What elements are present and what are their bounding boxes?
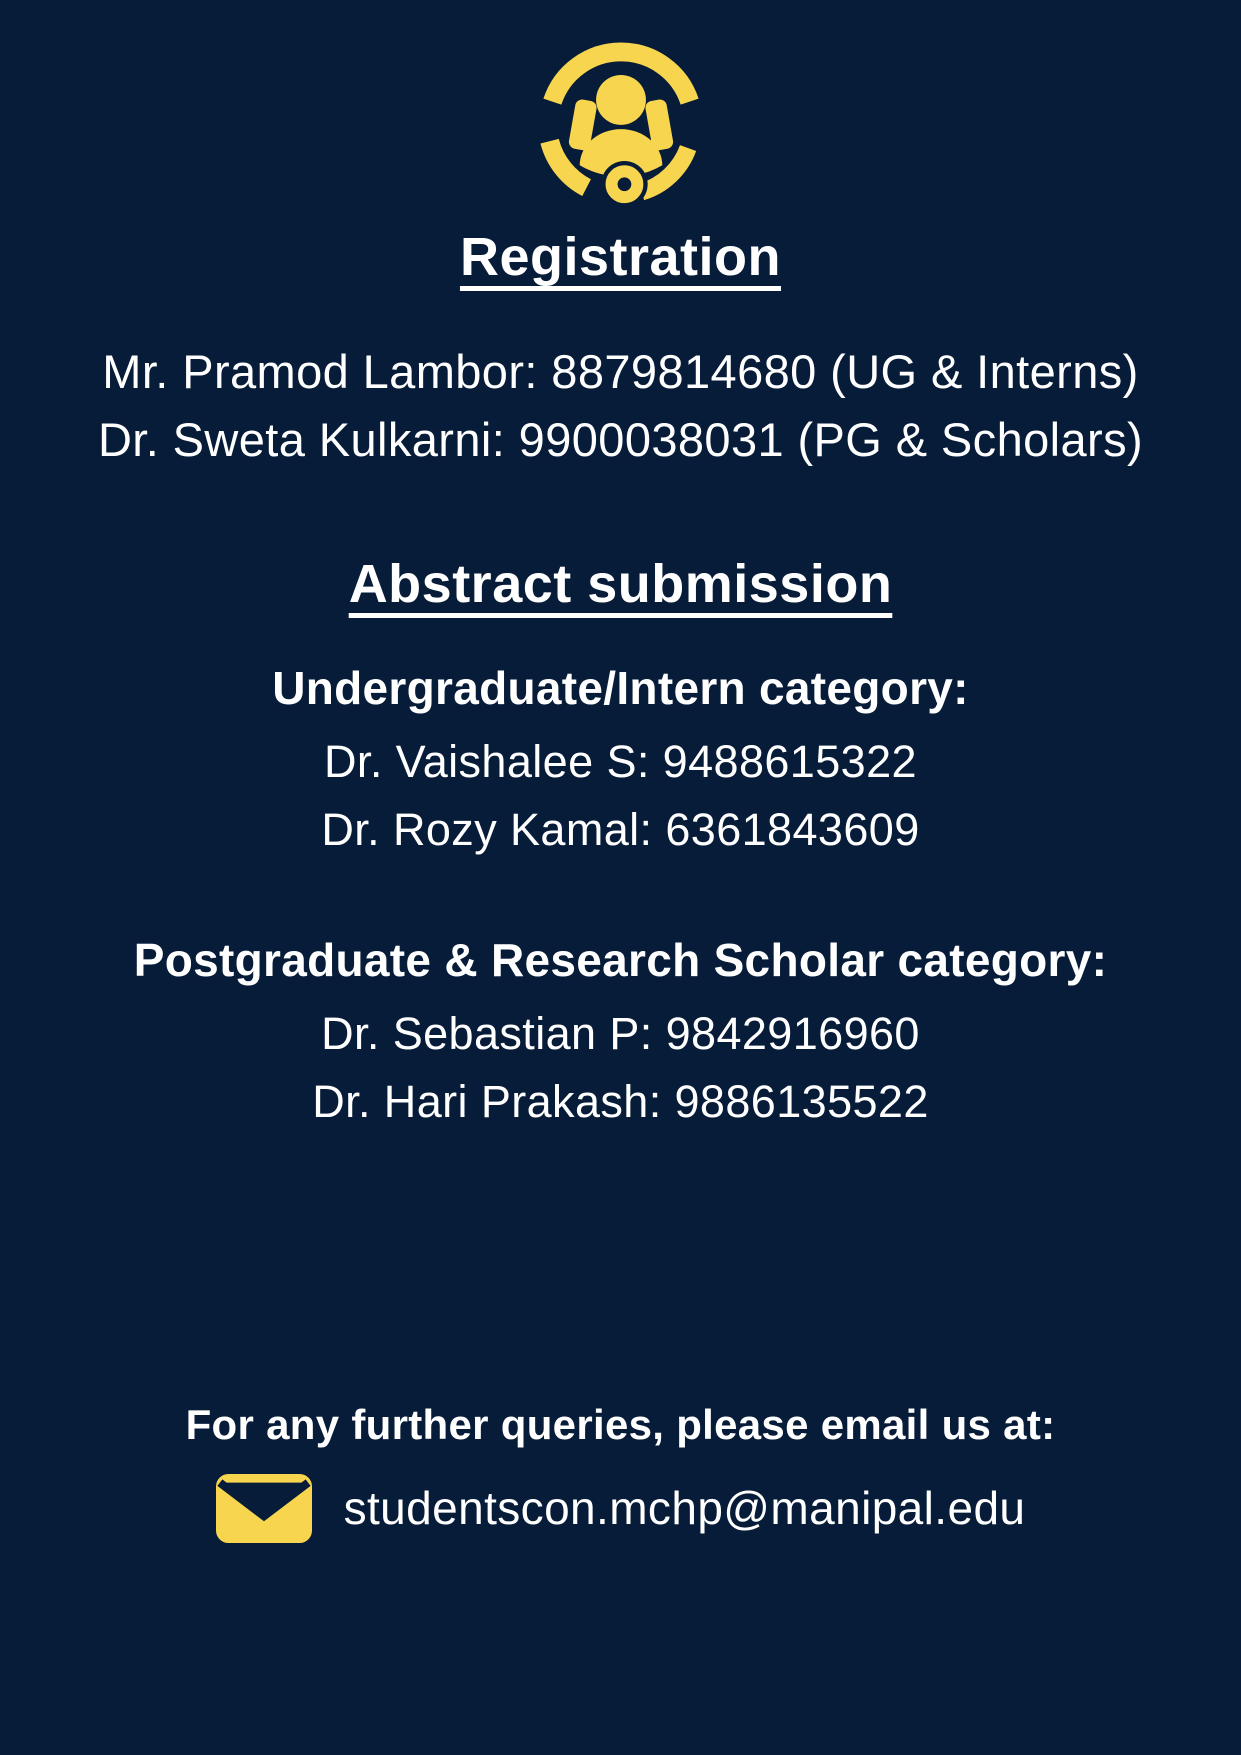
- email-row: [216, 1469, 1026, 1547]
- category-contact-line: Dr. Vaishalee S: 9488615322: [324, 736, 917, 787]
- category-contact-line: Dr. Rozy Kamal: 6361843609: [321, 804, 920, 855]
- queries-label: For any further queries, please email us at:: [185, 1401, 1056, 1448]
- headset-support-icon: [535, 38, 707, 210]
- email-address: studentscon.mchp@manipal.edu: [343, 1482, 1026, 1534]
- abstract-submission-title: Abstract submission: [348, 554, 893, 614]
- envelope-icon: [216, 1471, 312, 1546]
- category-contact-line: Dr. Sebastian P: 9842916960: [321, 1008, 920, 1059]
- registration-title: Registration: [459, 227, 782, 287]
- category-postgraduate-research: [134, 936, 1108, 1136]
- category-undergraduate-intern: [272, 664, 969, 864]
- registration-contacts: [98, 338, 1143, 474]
- category-contacts: [134, 1000, 1108, 1136]
- registration-contact-line: Mr. Pramod Lambor: 8879814680 (UG & Interns): [102, 345, 1139, 398]
- category-contacts: [272, 728, 969, 864]
- category-label: Postgraduate & Research Scholar category:: [133, 934, 1108, 986]
- category-label: Undergraduate/Intern category:: [272, 662, 969, 714]
- registration-contact-line: Dr. Sweta Kulkarni: 9900038031 (PG & Scholars): [97, 413, 1144, 466]
- category-contact-line: Dr. Hari Prakash: 9886135522: [312, 1076, 929, 1127]
